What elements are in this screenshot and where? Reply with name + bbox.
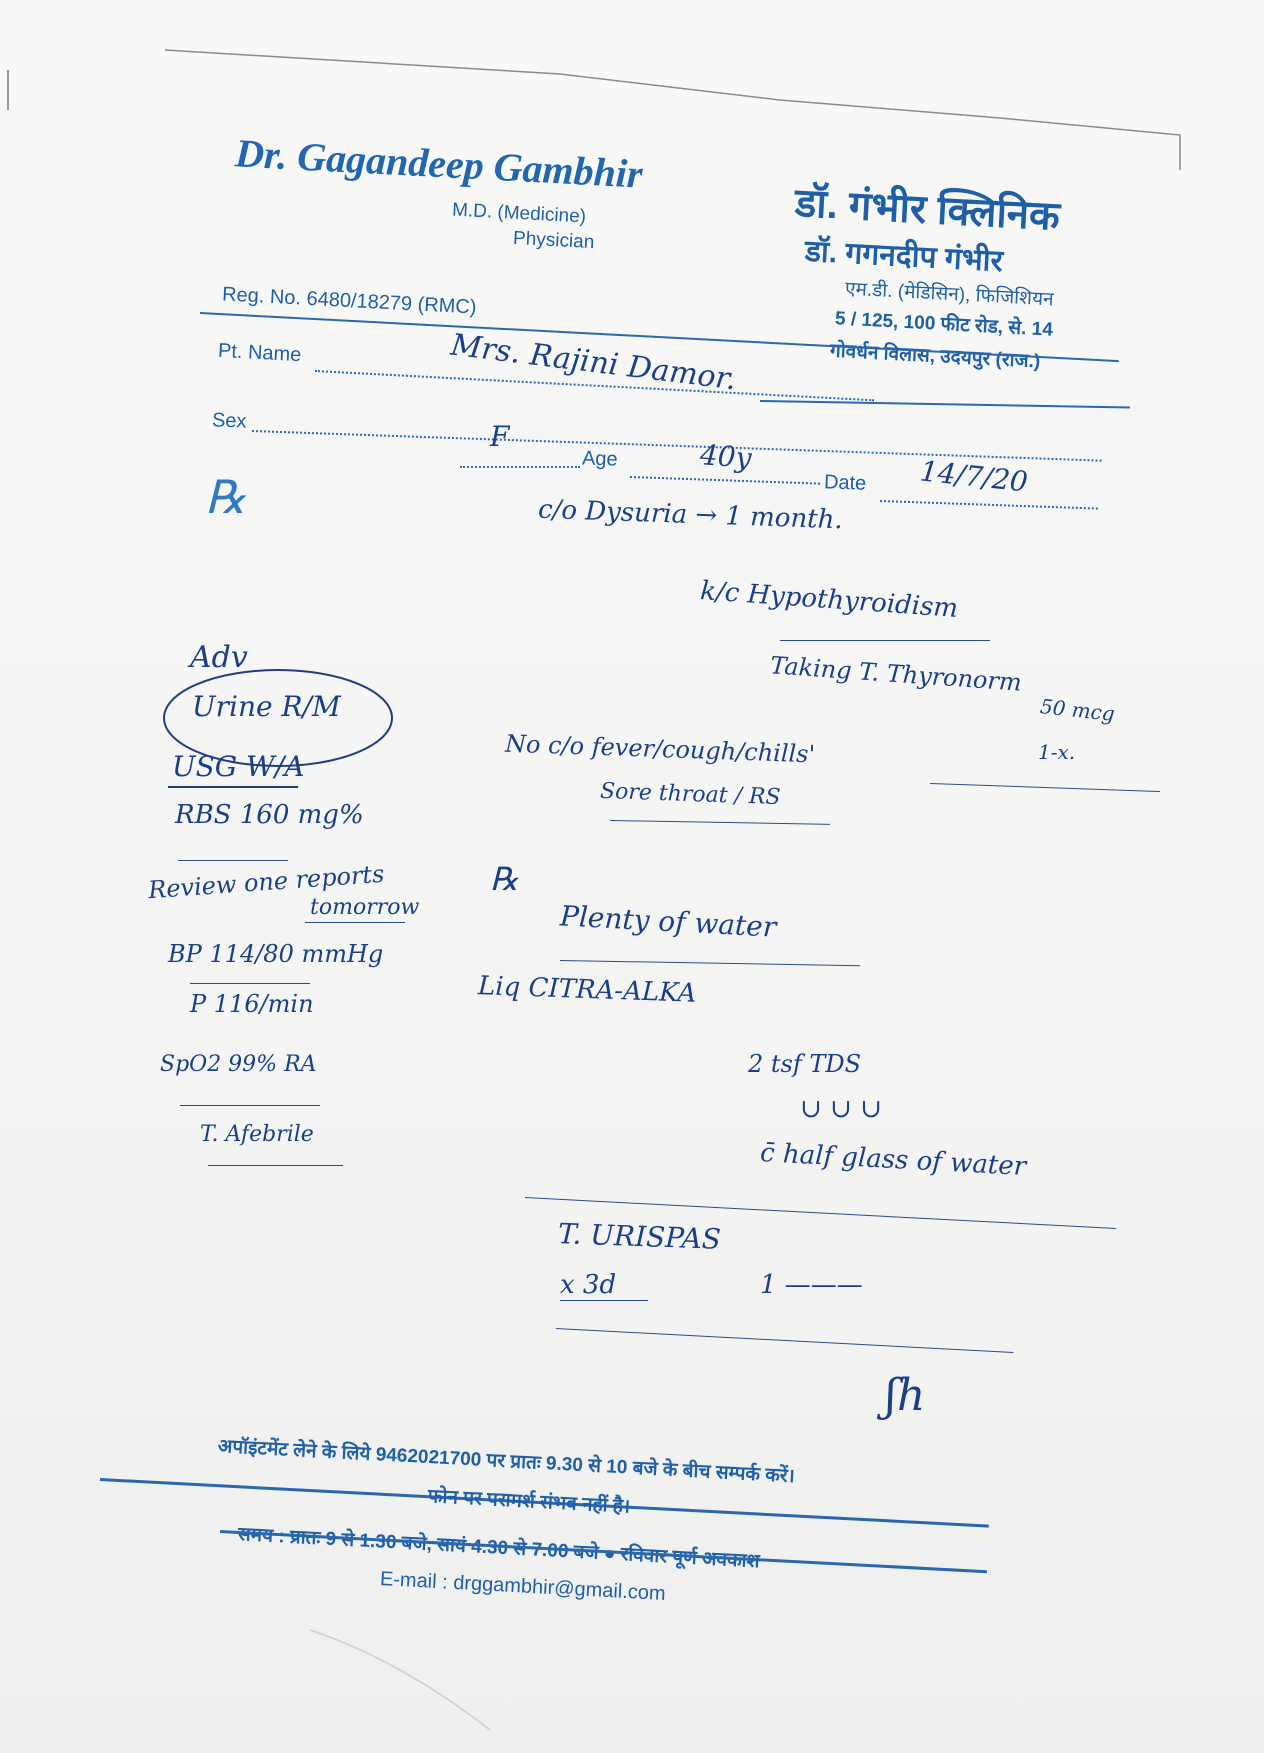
rx-frequency: 1 ——— bbox=[760, 1270, 863, 1300]
date-value: 14/7/20 bbox=[918, 454, 1030, 499]
advice-title: Adv bbox=[190, 640, 248, 675]
rx-urispas: T. URISPAS bbox=[557, 1217, 722, 1256]
negative-underline bbox=[610, 820, 830, 825]
clinic-name-hi: डॉ. गंभीर क्लिनिक bbox=[793, 181, 1061, 239]
signature: ʃh bbox=[885, 1370, 926, 1421]
rx-plenty-water: Plenty of water bbox=[559, 899, 778, 944]
tomorrow-underline bbox=[305, 922, 405, 923]
footer-curve bbox=[300, 1620, 500, 1740]
advice-review: Review one reports bbox=[147, 859, 386, 905]
sex-value: F bbox=[490, 420, 510, 453]
advice-urine: Urine R/M bbox=[192, 690, 341, 723]
rx-separator-2 bbox=[556, 1328, 1013, 1353]
vital-spo2: SpO2 99% RA bbox=[160, 1052, 317, 1077]
history-underline bbox=[780, 640, 990, 641]
complaint-note: c/o Dysuria → 1 month. bbox=[537, 494, 844, 536]
pt-name-label: Pt. Name bbox=[217, 339, 302, 367]
negative-rule bbox=[930, 783, 1160, 792]
advice-usg: USG W/A bbox=[172, 750, 305, 783]
address-line-1: 5 / 125, 100 फीट रोड, से. 14 bbox=[834, 308, 1054, 341]
pt-name-value: Mrs. Rajini Damor. bbox=[448, 327, 739, 398]
address-line-2: गोवर्धन विलास, उदयपुर (राज.) bbox=[829, 340, 1041, 373]
sex-label: Sex bbox=[211, 409, 247, 433]
medication-note-1: Taking T. Thyronorm bbox=[769, 651, 1023, 697]
rx-half-glass: c̄ half glass of water bbox=[759, 1138, 1027, 1182]
advice-rbs: RBS 160 mg% bbox=[175, 800, 364, 830]
designation-en: Physician bbox=[512, 227, 595, 254]
date-label: Date bbox=[823, 471, 867, 495]
temp-underline bbox=[208, 1165, 343, 1166]
timing-line: समय : प्रातः 9 से 1.30 बजे, सायं 4.30 से 7.00 बजे ● रविवार पूर्ण अवकाश bbox=[237, 1524, 761, 1573]
doctor-name-hi: डॉ. गगनदीप गंभीर bbox=[804, 234, 1004, 279]
reg-number: Reg. No. 6480/18279 (RMC) bbox=[221, 283, 478, 319]
negative-history-2: Sore throat / RS bbox=[599, 778, 781, 811]
age-value: 40y bbox=[698, 438, 753, 475]
rx-symbol-2: ℞ bbox=[490, 860, 519, 898]
rx-dose: 2 tsf TDS bbox=[748, 1050, 862, 1078]
plenty-water-underline bbox=[560, 960, 860, 966]
bp-underline bbox=[190, 983, 310, 984]
history-note: k/c Hypothyroidism bbox=[699, 576, 959, 624]
medication-note-2: 50 mcg bbox=[1038, 694, 1116, 726]
sex-dots bbox=[252, 430, 1102, 462]
negative-history: No c/o fever/cough/chills' bbox=[504, 729, 816, 769]
rx-symbol: ℞ bbox=[205, 470, 247, 524]
rx-duration: x 3d bbox=[560, 1270, 617, 1300]
rbs-underline bbox=[178, 860, 288, 861]
qualification-en: M.D. (Medicine) bbox=[451, 199, 587, 228]
duration-underline bbox=[560, 1300, 648, 1301]
rx-citra-alka: Liq CITRA-ALKA bbox=[477, 971, 697, 1009]
doctor-name-en: Dr. Gagandeep Gambhir bbox=[234, 130, 644, 197]
phone-line: फोन पर परामर्श संभव नहीं है। bbox=[427, 1486, 631, 1518]
appointment-line: अपॉइंटमेंट लेने के लिये 9462021700 पर प्रातः 9.30 से 10 बजे के बीच सम्पर्क करें। bbox=[217, 1436, 796, 1488]
qualification-hi: एम.डी. (मेडिसिन), फिजिशियन bbox=[844, 278, 1055, 311]
vital-bp: BP 114/80 mmHg bbox=[168, 940, 384, 968]
age-label: Age bbox=[581, 447, 618, 471]
vital-pulse: P 116/min bbox=[190, 990, 314, 1018]
advice-tomorrow: tomorrow bbox=[310, 895, 420, 920]
age-dots-pre bbox=[460, 466, 580, 468]
footer-rule-bottom bbox=[220, 1530, 987, 1573]
email-line: E-mail : drggambhir@gmail.com bbox=[379, 1568, 667, 1605]
vital-temp: T. Afebrile bbox=[200, 1122, 314, 1147]
medication-note-3: 1-x. bbox=[1038, 740, 1076, 764]
usg-underline bbox=[168, 786, 298, 788]
rx-timing: ∪ ∪ ∪ bbox=[800, 1094, 882, 1124]
age-dots bbox=[630, 476, 820, 485]
date-dots bbox=[880, 500, 1098, 510]
spo2-underline bbox=[180, 1105, 320, 1106]
header-rule-mid bbox=[760, 400, 1130, 408]
